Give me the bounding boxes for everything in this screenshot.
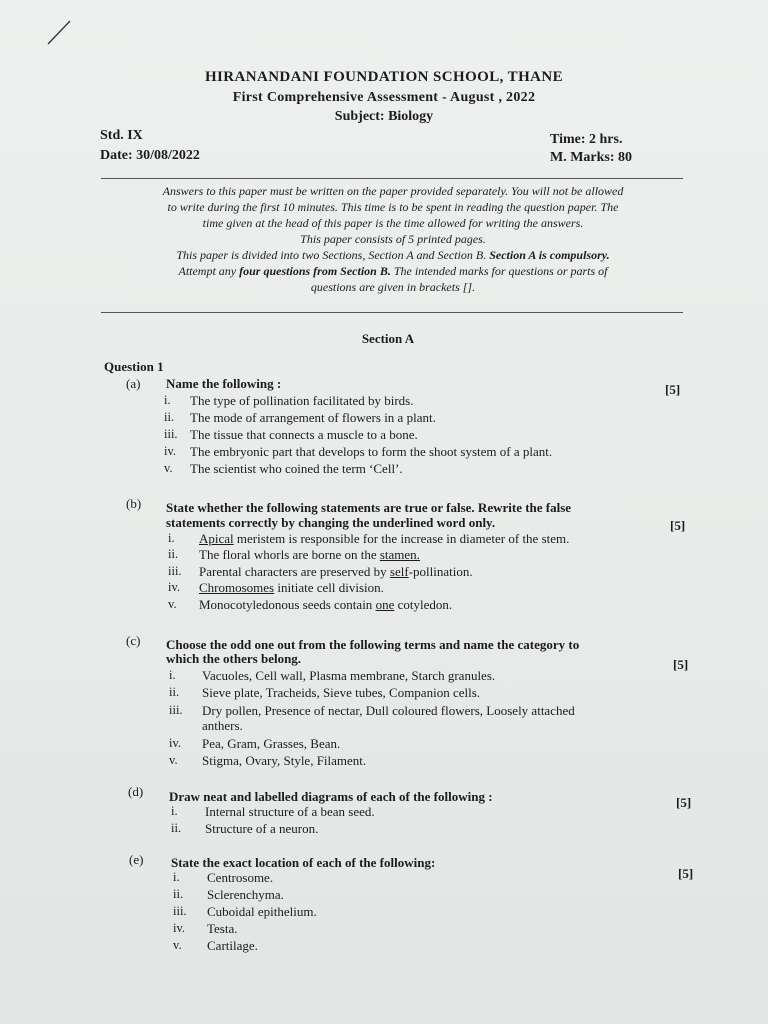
header-divider: [101, 178, 683, 179]
marks-badge: [5]: [670, 518, 686, 533]
instruction-line: This paper consists of 5 printed pages.: [300, 232, 486, 246]
part-heading: Name the following :: [166, 376, 282, 391]
item-text-post: cotyledon.: [394, 597, 453, 612]
item-text: Centrosome.: [207, 870, 274, 885]
marks-badge: [5]: [676, 795, 692, 810]
item-number: iii.: [164, 427, 178, 441]
item-number: i.: [169, 668, 176, 682]
item-text: Stigma, Ovary, Style, Filament.: [202, 753, 367, 768]
item-number: ii.: [168, 547, 179, 561]
item-text-pre: Parental characters are preserved by: [199, 564, 390, 579]
item-text: Sclerenchyma.: [207, 887, 284, 902]
underlined-word: stamen.: [379, 547, 420, 562]
item-number: ii.: [171, 821, 182, 835]
item-text: The embryonic part that develops to form the shoot system of a plant.: [190, 444, 553, 459]
instruction-line: Attempt any four questions from Section B. The intended marks for questions or parts of: [178, 264, 608, 278]
item-text: Cuboidal epithelium.: [207, 904, 317, 919]
item-text: Internal structure of a bean seed.: [205, 804, 375, 819]
underlined-word: one: [375, 597, 395, 612]
part-label: (c): [126, 633, 141, 648]
item-text: Cartilage.: [207, 938, 258, 953]
part-heading: State whether the following statements are true or false. Rewrite the false: [166, 500, 572, 515]
exam-title: First Comprehensive Assessment - August , 2022: [232, 90, 536, 105]
item-text: anthers.: [202, 718, 243, 733]
part-heading: which the others belong.: [166, 651, 302, 666]
item-number: i.: [168, 531, 175, 545]
item-number: v.: [168, 597, 177, 611]
school-name: HIRANANDANI FOUNDATION SCHOOL, THANE: [204, 69, 564, 85]
date-label: Date: 30/08/2022: [100, 148, 200, 163]
item-text: Pea, Gram, Grasses, Bean.: [202, 736, 341, 751]
part-label: (d): [128, 784, 144, 799]
item-text: Vacuoles, Cell wall, Plasma membrane, Starch granules.: [202, 668, 496, 683]
section-title: Section A: [361, 331, 415, 346]
item-number: iii.: [169, 703, 183, 717]
marks-badge: [5]: [678, 866, 694, 881]
item-number: v.: [173, 938, 182, 952]
item-number: iii.: [168, 564, 182, 578]
underlined-word: Chromosomes: [199, 580, 275, 595]
item-text: Sieve plate, Tracheids, Sieve tubes, Companion cells.: [202, 685, 481, 700]
part-heading: statements correctly by changing the underlined word only.: [166, 515, 496, 530]
part-label: (a): [126, 376, 141, 391]
item-number: ii.: [169, 685, 180, 699]
instruction-line: This paper is divided into two Sections, Section A and Section B. Section A is compulsory.: [176, 248, 610, 262]
item-number: i.: [164, 393, 171, 407]
item-number: ii.: [173, 887, 184, 901]
instruction-line: questions are given in brackets [].: [310, 280, 476, 294]
item-text: The tissue that connects a muscle to a bone.: [190, 427, 418, 442]
item-number: i.: [171, 804, 178, 818]
item-text-post: -pollination.: [408, 564, 473, 579]
marks-badge: [5]: [665, 382, 681, 397]
item-number: v.: [164, 461, 173, 475]
item-number: i.: [173, 870, 180, 884]
item-text: The mode of arrangement of flowers in a plant.: [190, 410, 436, 425]
underlined-word: Apical: [199, 531, 234, 546]
time-label: Time: 2 hrs.: [550, 132, 623, 147]
std-label: Std. IX: [100, 128, 143, 143]
marks-badge: [5]: [673, 657, 689, 672]
item-text: The type of pollination facilitated by birds.: [190, 393, 414, 408]
part-label: (e): [129, 852, 144, 867]
part-heading: Draw neat and labelled diagrams of each of the following :: [169, 789, 493, 804]
item-text: The scientist who coined the term ‘Cell’.: [190, 461, 403, 476]
item-text: [199, 597, 452, 613]
item-number: iv.: [164, 444, 177, 458]
instruction-line: Answers to this paper must be written on the paper provided separately. You will not be allowed: [162, 184, 624, 198]
instructions-divider: [101, 312, 683, 313]
item-text-pre: Monocotyledonous seeds contain: [199, 597, 376, 612]
item-text: [199, 564, 473, 580]
underlined-word: self: [389, 564, 409, 579]
item-text: [199, 580, 384, 596]
item-number: iv.: [168, 580, 181, 594]
item-text-post: initiate cell division.: [274, 580, 384, 595]
pen-mark: [40, 18, 80, 48]
item-number: iv.: [173, 921, 186, 935]
instructions: [98, 183, 688, 295]
instruction-line: to write during the first 10 minutes. This time is to be spent in reading the question paper. The: [167, 200, 619, 214]
item-text: Testa.: [207, 921, 238, 936]
item-text-pre: The floral whorls are borne on the: [199, 547, 380, 562]
item-number: v.: [169, 753, 178, 767]
item-text: Dry pollen, Presence of nectar, Dull coloured flowers, Loosely attached: [202, 703, 575, 718]
part-heading: State the exact location of each of the following:: [171, 855, 436, 870]
item-number: iii.: [173, 904, 187, 918]
marks-label: M. Marks: 80: [550, 150, 633, 165]
item-text: Structure of a neuron.: [205, 821, 319, 836]
item-number: ii.: [164, 410, 175, 424]
part-label: (b): [126, 496, 142, 511]
item-text: [199, 547, 420, 563]
item-number: iv.: [169, 736, 182, 750]
instruction-line: time given at the head of this paper is the time allowed for writing the answers.: [202, 216, 584, 230]
subject-line: Subject: Biology: [334, 109, 434, 124]
part-heading: Choose the odd one out from the following terms and name the category to: [166, 637, 580, 652]
item-text-post: meristem is responsible for the increase in diameter of the stem.: [233, 531, 570, 546]
item-text: [199, 531, 569, 547]
question-title: Question 1: [104, 359, 164, 374]
